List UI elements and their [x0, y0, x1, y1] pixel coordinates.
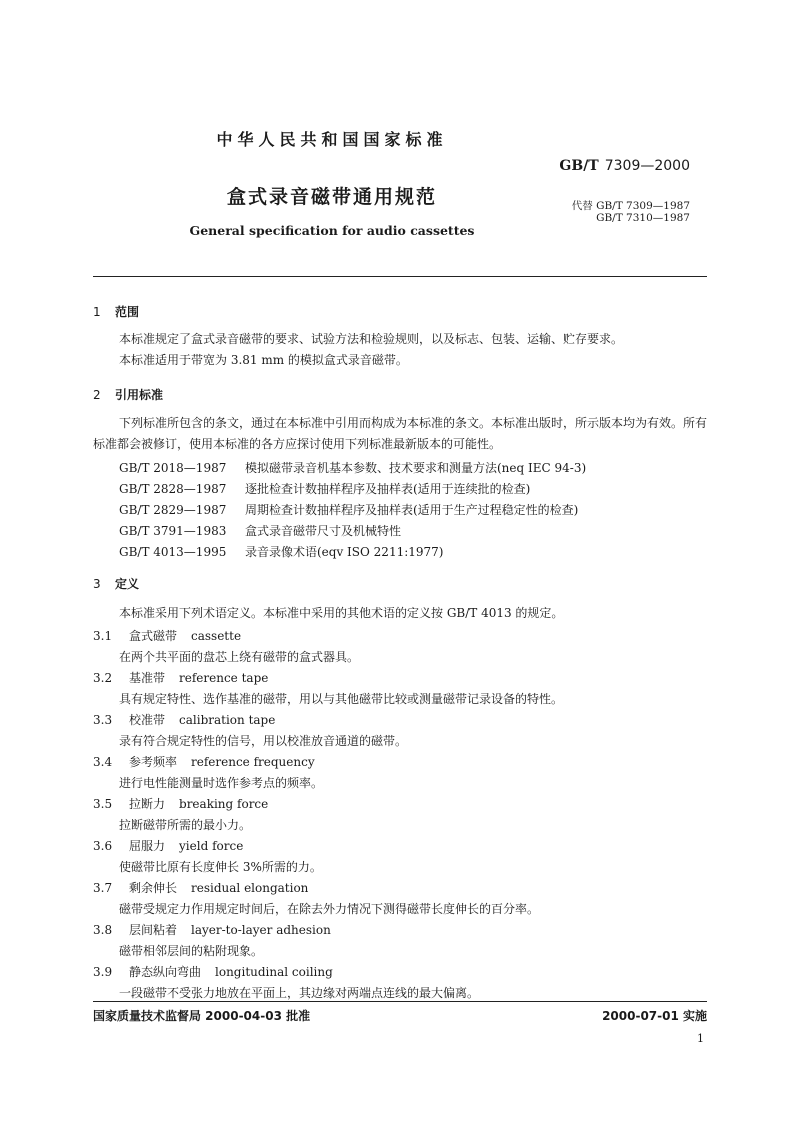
standard-prefix: GB/T [559, 158, 599, 174]
standard-code: 7309—2000 [604, 158, 690, 174]
term-en: yield force [179, 839, 244, 853]
term-definition: 一段磁带不受张力地放在平面上，其边缘对两端点连线的最大偏离。 [119, 986, 480, 1000]
term-cn: 盒式磁带 [129, 629, 178, 643]
term-definition: 拉断磁带所需的最小力。 [119, 818, 252, 832]
term-definition: 进行电性能测量时选作参考点的频率。 [119, 776, 324, 790]
term-en: breaking force [179, 797, 269, 811]
reference-title: 录音录像术语(eqv ISO 2211:1977) [245, 545, 444, 559]
reference-code: GB/T 3791—1983 [119, 524, 227, 538]
section-2-body [93, 413, 707, 455]
reference-code: GB/T 2018—1987 [119, 461, 227, 475]
document-title-en: General specification for audio cassettes [189, 223, 475, 238]
term-cn: 参考频率 [129, 755, 178, 769]
reference-item [119, 459, 586, 476]
section-3-body [93, 603, 707, 624]
term-number: 3.3 [93, 713, 113, 727]
term-number: 3.2 [93, 671, 113, 685]
section-title: 引用标准 [115, 388, 164, 402]
section-number: 3 [93, 577, 101, 591]
term-definition: 磁带相邻层间的粘附现象。 [119, 944, 264, 958]
reference-item [119, 522, 401, 539]
term-number: 3.7 [93, 881, 113, 895]
term-entry [93, 795, 268, 812]
term-entry [93, 753, 315, 770]
term-number: 3.8 [93, 923, 113, 937]
reference-title: 盒式录音磁带尺寸及机械特性 [245, 524, 402, 538]
term-en: layer-to-layer adhesion [191, 923, 331, 937]
effective-date: 2000-07-01 实施 [602, 1009, 707, 1023]
paragraph: 本标准规定了盒式录音磁带的要求、试验方法和检验规则，以及标志、包装、运输、贮存要求。 [119, 332, 624, 346]
reference-title: 模拟磁带录音机基本参数、技术要求和测量方法(neq IEC 94-3) [245, 461, 587, 475]
paragraph: 下列标准所包含的条文，通过在本标准中引用而构成为本标准的条文。本标准出版时，所示版本均为有效。所有标准都会被修订，使用本标准的各方应探讨使用下列标准最新版本的可能性。 [93, 416, 708, 451]
section-title: 范围 [115, 305, 140, 319]
term-definition: 使磁带比原有长度伸长 3%所需的力。 [119, 860, 322, 874]
replaces-note [490, 200, 690, 224]
term-definition: 具有规定特性、选作基准的磁带，用以与其他磁带比较或测量磁带记录设备的特性。 [119, 692, 564, 706]
document-title-cn: 盒式录音磁带通用规范 [226, 186, 437, 208]
term-cn: 校准带 [129, 713, 166, 727]
reference-title: 周期检查计数抽样程序及抽样表(适用于生产过程稳定性的检查) [245, 503, 579, 517]
term-en: residual elongation [191, 881, 309, 895]
term-number: 3.4 [93, 755, 113, 769]
reference-title: 逐批检查计数抽样程序及抽样表(适用于连续批的检查) [245, 482, 531, 496]
term-definition: 在两个共平面的盘芯上绕有磁带的盒式器具。 [119, 650, 360, 664]
term-entry [93, 921, 331, 938]
paragraph: 本标准适用于带宽为 3.81 mm 的模拟盒式录音磁带。 [119, 353, 408, 367]
term-entry [93, 963, 333, 980]
term-entry [93, 837, 243, 854]
section-number: 2 [93, 388, 101, 402]
section-1-heading [93, 303, 139, 320]
replaces-line-1: 代替 GB/T 7309—1987 [571, 200, 690, 212]
reference-code: GB/T 4013—1995 [119, 545, 227, 559]
page-number: 1 [697, 1032, 704, 1045]
reference-item [119, 480, 530, 497]
standard-number [559, 158, 690, 174]
term-cn: 拉断力 [129, 797, 166, 811]
section-3-heading [93, 575, 139, 592]
term-cn: 层间粘着 [129, 923, 178, 937]
term-number: 3.5 [93, 797, 113, 811]
term-definition: 磁带受规定力作用规定时间后，在除去外力情况下测得磁带长度伸长的百分率。 [119, 902, 540, 916]
term-en: longitudinal coiling [215, 965, 333, 979]
term-definition: 录有符合规定特性的信号，用以校准放音通道的磁带。 [119, 734, 408, 748]
reference-item [119, 543, 443, 560]
term-number: 3.9 [93, 965, 113, 979]
reference-code: GB/T 2829—1987 [119, 503, 227, 517]
term-number: 3.1 [93, 629, 113, 643]
section-title: 定义 [115, 577, 140, 591]
term-cn: 静态纵向弯曲 [129, 965, 202, 979]
issuing-organization: 中华人民共和国国家标准 [216, 130, 448, 149]
section-1-body [93, 329, 707, 371]
term-entry [93, 879, 308, 896]
term-cn: 基准带 [129, 671, 166, 685]
approval-line: 国家质量技术监督局 2000-04-03 批准 [93, 1009, 311, 1023]
reference-item [119, 501, 578, 518]
term-cn: 剩余伸长 [129, 881, 178, 895]
term-number: 3.6 [93, 839, 113, 853]
term-entry [93, 711, 275, 728]
term-entry [93, 669, 268, 686]
reference-code: GB/T 2828—1987 [119, 482, 227, 496]
term-en: reference tape [179, 671, 269, 685]
replaces-line-2: GB/T 7310—1987 [596, 212, 690, 224]
term-cn: 屈服力 [129, 839, 166, 853]
section-2-heading [93, 386, 163, 403]
term-entry [93, 627, 241, 644]
footer-divider [93, 1001, 707, 1002]
term-en: calibration tape [179, 713, 276, 727]
term-en: reference frequency [191, 755, 315, 769]
paragraph: 本标准采用下列术语定义。本标准中采用的其他术语的定义按 GB/T 4013 的规定。 [119, 606, 564, 620]
header-divider [93, 276, 707, 277]
term-en: cassette [191, 629, 242, 643]
section-number: 1 [93, 305, 101, 319]
